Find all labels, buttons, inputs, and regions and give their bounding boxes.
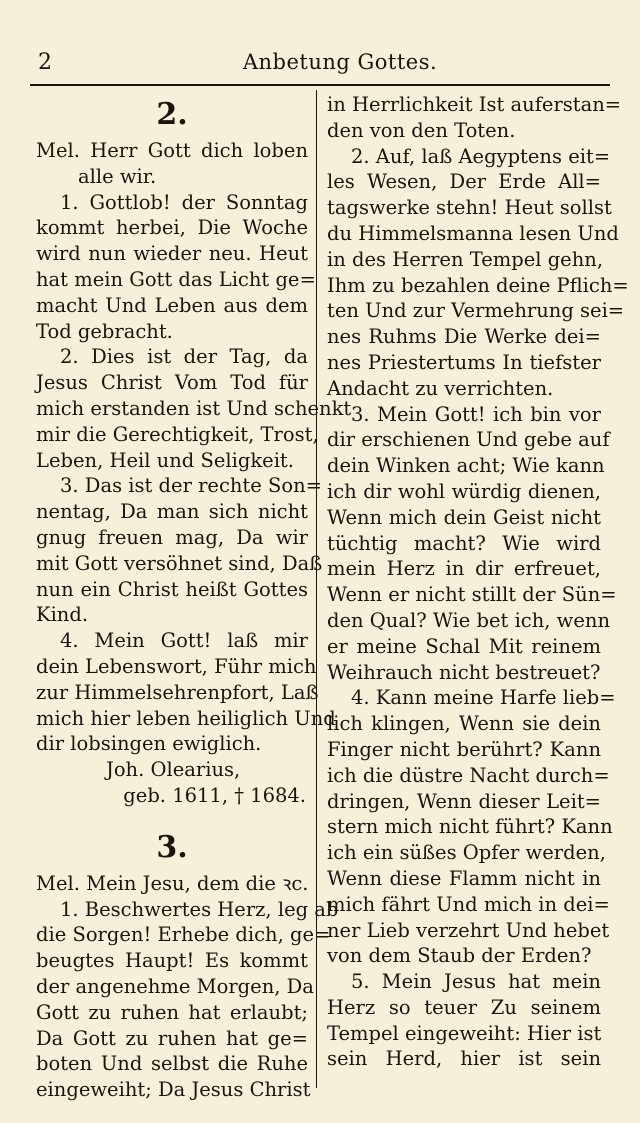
melody-line: Mel. Herr Gott dich loben	[36, 139, 308, 162]
verse-line: kommt herbei, Die Woche	[36, 216, 308, 240]
verse-line: hat mein Gott das Licht ge=	[36, 267, 316, 291]
hymn-number: 2.	[156, 97, 188, 132]
verse-line: mir die Gerechtigkeit, Trost,	[36, 422, 319, 446]
verse-line: Finger nicht berührt? Kann	[327, 737, 601, 761]
verse-line: Tod gebracht.	[36, 319, 173, 343]
hymn-number: 3.	[156, 829, 188, 865]
verse-line: 3. Mein Gott! ich bin vor	[351, 402, 601, 426]
verse-line: Tempel eingeweiht: Hier ist	[327, 1021, 602, 1045]
verse-line: 4. Mein Gott! laß mir	[60, 629, 308, 653]
verse-line: 3. Das ist der rechte Son=	[60, 474, 323, 498]
verse-line: mich erstanden ist Und schenkt	[36, 396, 352, 420]
verse-line: nes Ruhms Die Werke dei=	[327, 325, 601, 349]
verse-line: ich die düstre Nacht durch=	[327, 763, 610, 787]
verse-line: 5. Mein Jesus hat mein	[351, 970, 601, 994]
author-name: Joh. Olearius,	[106, 758, 241, 782]
verse-line: les Wesen, Der Erde All=	[327, 170, 601, 194]
verse-line: dir lobsingen ewiglich.	[36, 732, 262, 756]
verse-line: ich ein süßes Opfer werden,	[327, 841, 606, 865]
verse-line: in des Herren Tempel gehn,	[327, 247, 604, 271]
verse-line: 4. Kann meine Harfe lieb=	[351, 686, 616, 710]
verse-line: mich hier leben heiliglich Und	[36, 706, 336, 730]
verse-line: dringen, Wenn dieser Leit=	[327, 789, 601, 813]
verse-line: der angenehme Morgen, Da	[36, 974, 314, 998]
verse-line: von dem Staub der Erden?	[327, 944, 592, 968]
verse-line: Jesus Christ Vom Tod für	[36, 371, 308, 395]
verse-line: Wenn mich dein Geist nicht	[327, 505, 601, 529]
verse-line: eingeweiht; Da Jesus Christ	[36, 1078, 311, 1102]
verse-line: Gott zu ruhen hat erlaubt;	[36, 1000, 308, 1024]
verse-line: lich klingen, Wenn sie dein	[327, 712, 601, 736]
verse-line: Herz so teuer Zu seinem	[327, 995, 601, 1019]
verse-line: 1. Gottlob! der Sonntag	[60, 190, 308, 214]
verse-line: mein Herz in dir erfreuet,	[327, 557, 601, 581]
running-title: Anbetung Gottes.	[242, 50, 438, 74]
verse-line: mich fährt Und mich in dei=	[327, 892, 610, 916]
header-rule	[30, 84, 610, 86]
verse-line: in Herrlichkeit Ist auferstan=	[327, 93, 622, 116]
verse-line: du Himmelsmanna lesen Und	[327, 221, 619, 245]
verse-line: beugtes Haupt! Es kommt	[36, 949, 308, 973]
verse-line: Wenn er nicht stillt der Sün=	[327, 583, 617, 607]
verse-line: nun ein Christ heißt Gottes	[36, 577, 308, 601]
verse-line: Kind.	[36, 603, 89, 627]
page-number: 2	[38, 50, 52, 75]
verse-line: mit Gott versöhnet sind, Daß	[36, 551, 323, 575]
verse-line: zur Himmelsehrenpfort, Laß	[36, 680, 319, 704]
verse-line: ich dir wohl würdig dienen,	[327, 479, 601, 503]
verse-line: dir erschienen Und gebe auf	[327, 428, 610, 452]
verse-line: Ihm zu bezahlen deine Pflich=	[327, 273, 629, 297]
verse-line: Andacht zu verrichten.	[327, 376, 554, 400]
verse-line: 1. Beschwertes Herz, leg ab	[60, 897, 339, 921]
verse-line: dein Winken acht; Wie kann	[327, 454, 605, 478]
verse-line: Da Gott zu ruhen hat ge=	[36, 1026, 308, 1050]
verse-line: 2. Dies ist der Tag, da	[60, 345, 308, 369]
verse-line: er meine Schal Mit reinem	[327, 634, 601, 658]
verse-line: macht Und Leben aus dem	[36, 293, 308, 317]
verse-line: die Sorgen! Erhebe dich, ge=	[36, 923, 331, 947]
verse-line: stern mich nicht führt? Kann	[327, 815, 613, 839]
left-column	[36, 92, 352, 1103]
verse-line: sein Herd, hier ist sein	[327, 1047, 601, 1071]
verse-line: gnug freuen mag, Da wir	[36, 525, 308, 549]
verse-line: ner Lieb verzehrt Und hebet	[327, 918, 610, 942]
verse-line: wird nun wieder neu. Heut	[36, 242, 308, 266]
melody-line: alle wir.	[78, 164, 157, 188]
verse-line: Wenn diese Flamm nicht in	[327, 866, 601, 890]
page-header	[30, 50, 610, 76]
verse-line: dein Lebenswort, Führ mich	[36, 654, 317, 678]
verse-line: tagswerke stehn! Heut sollst	[327, 196, 612, 220]
verse-line: Leben, Heil und Seligkeit.	[36, 448, 294, 472]
verse-line: tüchtig macht? Wie wird	[327, 531, 601, 555]
right-column	[327, 92, 629, 1072]
verse-line: 2. Auf, laß Aegyptens eit=	[351, 144, 611, 168]
verse-line: nentag, Da man sich nicht	[36, 500, 308, 524]
verse-line: den Qual? Wie bet ich, wenn	[327, 608, 611, 632]
verse-line: nes Priestertums In tiefster	[327, 350, 601, 374]
author-dates: geb. 1611, † 1684.	[123, 783, 306, 807]
verse-line: den von den Toten.	[327, 118, 516, 142]
melody-line: Mel. Mein Jesu, dem die ꝛc.	[36, 871, 309, 895]
verse-line: boten Und selbst die Ruhe	[36, 1052, 308, 1076]
verse-line: ten Und zur Vermehrung sei=	[327, 299, 625, 323]
verse-line: Weihrauch nicht bestreuet?	[327, 660, 601, 684]
